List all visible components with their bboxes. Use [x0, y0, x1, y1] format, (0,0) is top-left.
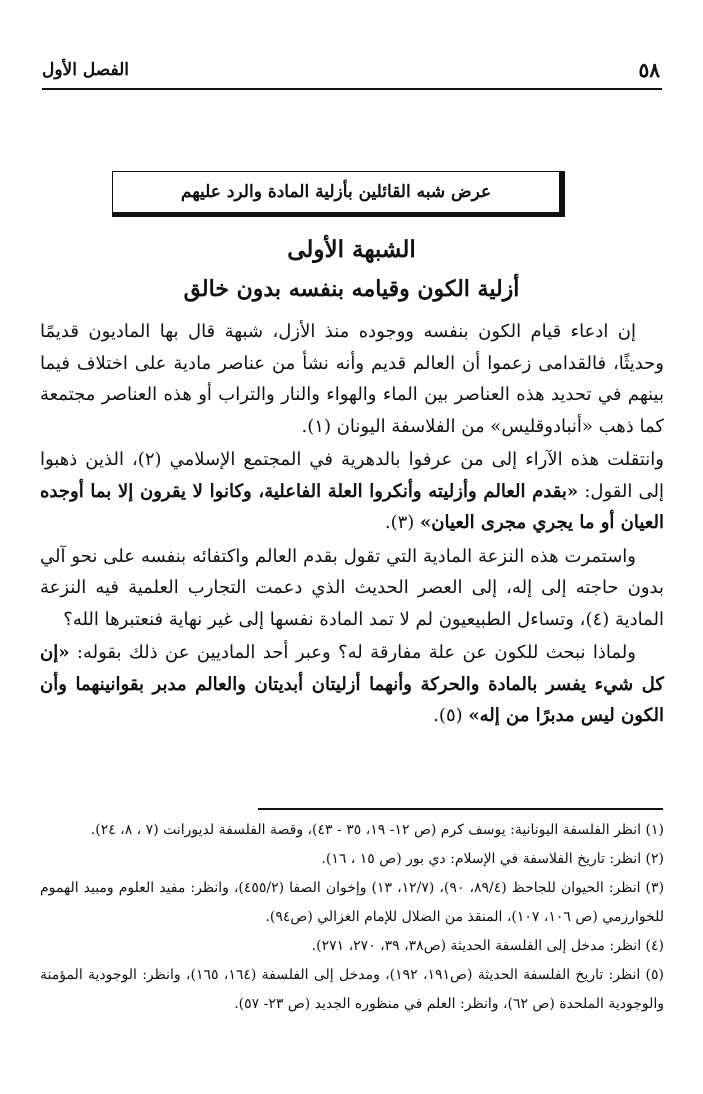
footnote-1: (١) انظر الفلسفة اليونانية: يوسف كرم (ص ١٢- ١٩، ٣٥ - ٤٣)، وقصة الفلسفة لديورانت (٧ ، ٨، ٢٤). [90, 822, 664, 838]
paragraph-2 [40, 444, 664, 539]
footnote-3: (٣) انظر: الحيوان للجاحظ (٨٩/٤، ٩٠)، (١٢/٧، ١٣) وإخوان الصفا (٤٥٥/٢)، وانظر: مفيد العلوم ومبيد الهموم للخوارزمي (ص ١٠٦، ١٠٧)، المنقذ من الضلال للإمام الغزالي (ص٩٤). [40, 880, 665, 925]
paragraph-4 [40, 637, 664, 732]
paragraph-1-text: إن ادعاء قيام الكون بنفسه ووجوده منذ الأزل، شبهة قال بها الماديون قديمًا وحديثًا، فالقدامى زعموا أن العالم قديم وأنه نشأ من عناصر مادية على اختلاف فيما بينهم في تحديد هذه العناصر بين الماء والهواء والنار والتراب أو هذه العناصر مجتمعة كما ذهب «أنبادوقليس» من الفلاسفة اليونان (١). [40, 321, 664, 437]
paragraph-2-text-b: (٣). [384, 512, 421, 533]
paragraph-2-text-a: وانتقلت هذه الآراء إلى من عرفوا بالدهرية في المجتمع الإسلامي (٢)، الذين ذهبوا إلى القول: [40, 449, 665, 502]
chapter-title: الفصل الأول [42, 60, 130, 80]
body-text [40, 316, 664, 732]
topic-title-box [112, 171, 565, 217]
section-subheading: أزلية الكون وقيامه بنفسه بدون خالق [183, 276, 520, 302]
footnote-2: (٢) انظر: تاريخ الفلاسفة في الإسلام: دي بور (ص ١٥ ، ١٦). [321, 851, 664, 867]
footnote-separator [258, 808, 663, 810]
paragraph-3-text: واستمرت هذه النزعة المادية التي تقول بقدم العالم واكتفائه بنفسه على نحو آلي بدون حاجته إلى إله، إلى العصر الحديث الذي دعمت التجارب العلمية فيه النزعة المادية (٤)، وتساءل الطبيعيون لم لا تمد المادة نفسها إلى غير نهاية فنعتبرها الله؟ [40, 545, 664, 630]
paragraph-2-quote: «بقدم العالم وأزليته وأنكروا العلة الفاعلية، وكانوا لا يقرون إلا بما أوجده العيان أو ما يجري مجرى العيان» [40, 480, 664, 533]
topic-title: عرض شبه القائلين بأزلية المادة والرد عليهم [180, 182, 492, 202]
footnote-5: (٥) انظر: تاريخ الفلسفة الحديثة (ص١٩١، ١٩٢)، ومدخل إلى الفلسفة (١٦٤، ١٦٥)، وانظر: الوجودية المؤمنة والوجودية الملحدة (ص ٦٢)، وانظر: العلم في منظوره الجديد (ص ٢٣- ٥٧). [40, 967, 665, 1012]
footnote-4: (٤) انظر: مدخل إلى الفلسفة الحديثة (ص٣٨، ٣٩، ٢٧٠، ٢٧١). [311, 938, 664, 954]
section-heading: الشبهة الأولى [287, 236, 416, 263]
paragraph-4-text-a: ولماذا نبحث للكون عن علة مفارقة له؟ وعبر أحد الماديين عن ذلك بقوله: [69, 642, 636, 663]
paragraph-1 [40, 316, 664, 442]
paragraph-4-quote: «إن كل شيء يفسر بالمادة والحركة وأنهما أزليتان أبديتان والعالم مدبر بقوانينهما وأن الكون ليس مدبرًا من إله» [40, 642, 664, 726]
paragraph-4-text-b: (٥). [433, 705, 469, 726]
page-number: ٥٨ [638, 58, 660, 82]
footnotes [40, 816, 664, 1019]
paragraph-3 [40, 541, 664, 636]
page-header [42, 58, 662, 90]
